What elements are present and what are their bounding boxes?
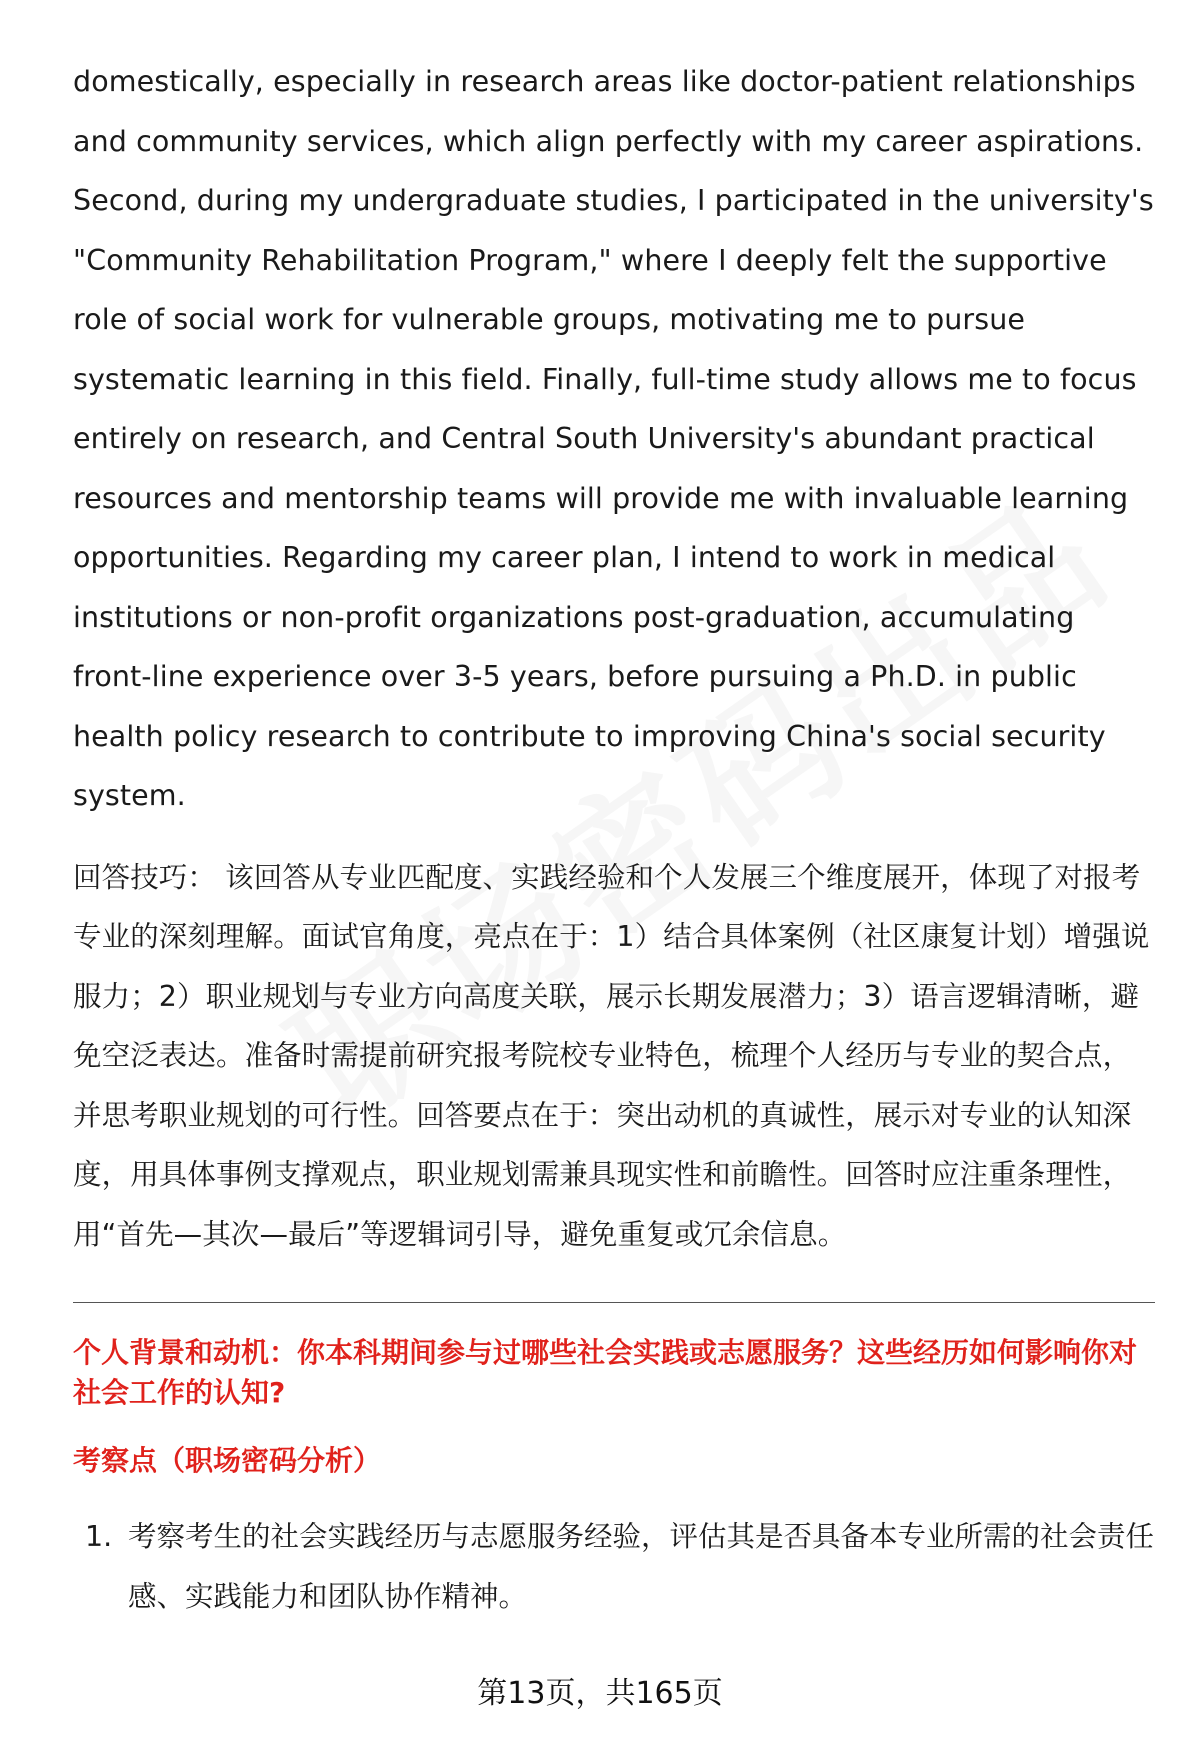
section-divider [73,1302,1155,1303]
assessment-list [73,1507,1155,1626]
document-page [73,52,1155,1626]
answer-paragraph: domestically, especially in research areas like doctor-patient relationships and community services, which align perfectly with my career aspirations. Second, during my undergraduate studies, I participated in the university's "Community Rehabilitation Program," where I deeply felt the supportive role of social work for vulnerable groups, motivating me to pursue systematic learning in this field. Finally, full-time study allows me to focus entirely on research, and Central South University's abundant practical resources and mentorship teams will provide me with invaluable learning opportunities. Regarding my career plan, I intend to work in medical institutions or non-profit organizations post-graduation, accumulating front-line experience over 3-5 years, before pursuing a Ph.D. in public health policy research to contribute to improving China's social security system. [73,65,1154,812]
list-item [73,1507,1155,1626]
question-heading: 个人背景和动机：你本科期间参与过哪些社会实践或志愿服务？这些经历如何影响你对社会工作的认知? [73,1336,1138,1409]
answer-tips-paragraph: 回答技巧： 该回答从专业匹配度、实践经验和个人发展三个维度展开，体现了对报考专业的深刻理解。面试官角度，亮点在于：1）结合具体案例（社区康复计划）增强说服力；2）职业规划与专业方向高度关联，展示长期发展潜力；3）语言逻辑清晰，避免空泛表达。准备时需提前研究报考院校专业特色，梳理个人经历与专业的契合点，并思考职业规划的可行性。回答要点在于：突出动机的真诚性，展示对专业的认知深度，用具体事例支撑观点，职业规划需兼具现实性和前瞻性。回答时应注重条理性，用“首先—其次—最后”等逻辑词引导，避免重复或冗余信息。 [73,860,1150,1251]
section-subheading: 考察点（职场密码分析） [73,1444,382,1477]
list-number: 1. [85,1520,113,1553]
list-item-text: 考察考生的社会实践经历与志愿服务经验，评估其是否具备本专业所需的社会责任感、实践能力和团队协作精神。 [128,1520,1155,1613]
page-footer: 第13页，共165页 [477,1676,723,1711]
